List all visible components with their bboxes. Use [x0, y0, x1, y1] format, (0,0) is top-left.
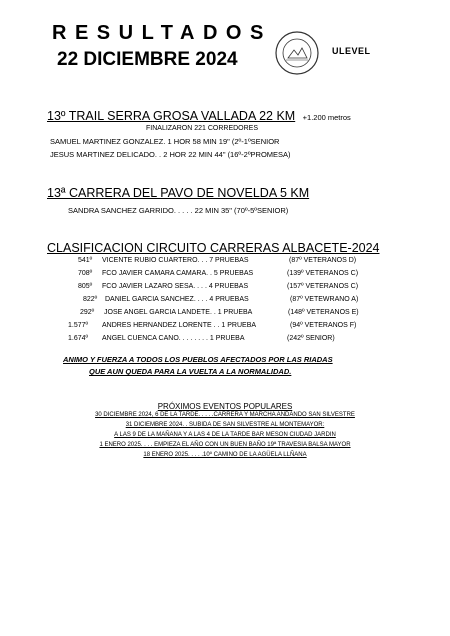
circuit-cat: (139º VETERANOS C): [287, 270, 359, 277]
race1-extra: +1.200 metros: [302, 113, 351, 122]
event-line: 18 ENERO 2025. . . . .10º CAMINO DE LA AGÜELA LLÑANA: [143, 452, 307, 458]
circuit-cat: (242º SENIOR): [287, 335, 335, 342]
circuit-pos: 708º: [78, 270, 93, 277]
event-line: A LAS 9 DE LA MAÑANA Y A LAS 4 DE LA TARDE BAR MESON CIUDAD JARDIN: [114, 432, 336, 438]
circuit-name: JOSE ANGEL GARCIA LANDETE. . 1 PRUEBA: [104, 309, 253, 316]
race1-result-2: JESUS MARTINEZ DELICADO. . 2 HOR 22 MIN 44" (16º-2ºPROMESA): [50, 150, 291, 159]
race1-finishers: FINALIZARON 221 CORREDORES: [146, 125, 259, 132]
circuit-name: DANIEL GARCIA SANCHEZ. . . . 4 PRUEBAS: [105, 296, 249, 303]
circuit-name: VICENTE RUBIO CUARTERO. . . 7 PRUEBAS: [102, 257, 249, 264]
circuit-pos: 805º: [78, 283, 93, 290]
page-date: 22 DICIEMBRE 2024: [57, 49, 238, 70]
circuit-cat: (157º VETERANOS C): [287, 283, 359, 290]
circuit-cat: (148º VETERANOS E): [288, 309, 359, 316]
race1-result-1: SAMUEL MARTINEZ GONZALEZ. 1 HOR 58 MIN 19" (2º-1ºSENIOR: [50, 137, 280, 146]
race2-title: 13ª CARRERA DEL PAVO DE NOVELDA 5 KM: [47, 186, 310, 200]
page-title: RESULTADOS: [52, 22, 272, 44]
circuit-pos: 1.577º: [68, 322, 89, 329]
event-line: 30 DICIEMBRE 2024, 6 DE LA TARDE. . . . .CARRERA Y MARCHA ANDANDO SAN SILVESTRE: [95, 412, 355, 418]
circuit-pos: 541º: [78, 257, 93, 264]
race1-title: 13º TRAIL SERRA GROSA VALLADA 22 KM: [47, 109, 296, 123]
event-line: 1 ENERO 2025. . . . EMPIEZA EL AÑO CON UN BUEN BAÑO 19ª TRAVESIA BALSA MAYOR: [99, 442, 351, 448]
circuit-name: FCO JAVIER LAZARO SESA. . . . 4 PRUEBAS: [102, 283, 249, 290]
circuit-pos: 1.674º: [68, 335, 89, 342]
race2-result-1: SANDRA SANCHEZ GARRIDO. . . . . 22 MIN 35" (70º-5ºSENIOR): [68, 206, 289, 215]
circuit-cat: (87º VETEWRANO A): [290, 296, 359, 303]
circuit-name: ANGEL CUENCA CANO. . . . . . . . 1 PRUEBA: [102, 335, 245, 342]
circuit-pos: 822º: [83, 296, 98, 303]
event-line: 31 DICIEMBRE 2024. . SUBIDA DE SAN SILVESTRE AL MONTEMAYOR:: [125, 422, 325, 428]
brand-label: ULEVEL: [332, 46, 371, 56]
circuit-name: ANDRES HERNANDEZ LORENTE . . 1 PRUEBA: [102, 322, 257, 329]
events-title: PRÓXIMOS EVENTOS POPULARES: [157, 402, 293, 411]
message-line-1: ANIMO Y FUERZA A TODOS LOS PUEBLOS AFECTADOS POR LAS RIADAS: [63, 355, 333, 364]
circuit-pos: 292º: [80, 309, 95, 316]
circuit-cat: (94º VETERANOS F): [290, 322, 357, 329]
message-line-2: QUE AUN QUEDA PARA LA VUELTA A LA NORMALIDAD.: [89, 367, 292, 376]
race1-heading: [47, 107, 351, 125]
circuit-cat: (87º VETERANOS D): [289, 257, 357, 264]
circuit-name: FCO JAVIER CAMARA CAMARA. . 5 PRUEBAS: [102, 270, 254, 277]
circuit-title: CLASIFICACION CIRCUITO CARRERAS ALBACETE-2024: [47, 241, 380, 255]
club-logo-icon: [274, 30, 320, 76]
